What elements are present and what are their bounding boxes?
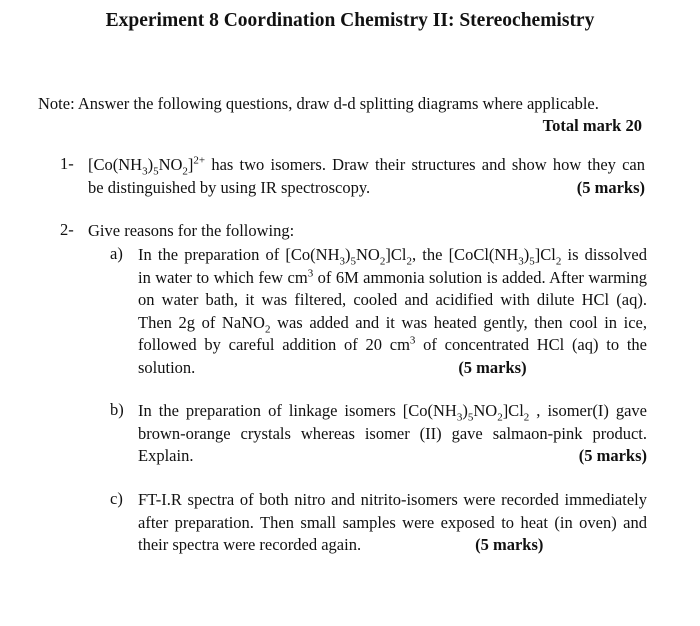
question-2b-line-3: Explain. (5 marks) — [138, 445, 647, 468]
question-2c-label: c) — [110, 489, 123, 508]
question-2b-line-2: brown-orange crystals whereas isomer (II) gave salmaon-pink product. — [138, 423, 647, 443]
question-2a-line-5: followed by careful addition of 20 $cm^3$ of concentrated HCl (aq) to the — [138, 334, 647, 354]
question-2b-label: b) — [110, 400, 124, 419]
question-2b-marks: (5 marks) — [578, 446, 647, 465]
question-2a-marks: (5 marks) — [458, 357, 527, 377]
question-2c-line-3: their spectra were recorded again. (5 marks) — [138, 535, 544, 554]
instructions-note: Note: Answer the following questions, draw d-d splitting diagrams where applicable. — [38, 94, 599, 113]
question-2a-line-1: In the preparation of $[Co(NH_3)_5NO_2]Cl_2$, the $[CoCl(NH_3)_5]Cl_2$ is dissolved — [138, 245, 647, 268]
question-1-line-2: be distinguished by using IR spectroscopy. (5 marks) — [88, 177, 645, 200]
question-2a-line-4: Then 2g of NaNO$_2$ was added and it was heated gently, then cool in ice, — [138, 312, 647, 335]
question-2c — [138, 489, 647, 557]
question-1-marks: (5 marks) — [576, 177, 645, 197]
question-2c-line-1: FT-I.R spectra of both nitro and nitrito-isomers were recorded immediately — [138, 490, 647, 509]
question-2a-label: a) — [110, 244, 123, 263]
total-mark: Total mark 20 — [542, 116, 642, 135]
question-1 — [88, 154, 645, 199]
question-2c-marks: (5 marks) — [475, 535, 544, 554]
question-2b-line-1: In the preparation of linkage isomers $[Co(NH_3)_5NO_2]Cl_2$ , isomer(I) gave — [138, 401, 647, 424]
page-title: Experiment 8 Coordination Chemistry II: Stereochemistry — [105, 10, 595, 31]
question-2b — [138, 400, 647, 468]
question-1-line-1: $[Co(NH_3)_5NO_2]^{2+}$ has two isomers. Draw their structures and show how they can — [88, 154, 645, 178]
question-2a — [138, 244, 647, 379]
question-2-number: 2- — [60, 220, 74, 239]
question-2a-line-2: in water to which few $cm^3$ of 6M ammonia solution is added. After warming — [138, 267, 647, 287]
question-2c-line-2: after preparation. Then small samples were exposed to heat (in oven) and — [138, 512, 647, 532]
question-2a-line-3: on water bath, it was filtered, cooled and acidified with dilute HCl (aq). — [138, 290, 647, 309]
charge-superscript: 2+ — [193, 154, 206, 167]
question-2-intro: Give reasons for the following: — [88, 221, 295, 240]
question-2a-line-6: solution. (5 marks) — [138, 357, 527, 377]
question-1-number: 1- — [60, 154, 74, 173]
